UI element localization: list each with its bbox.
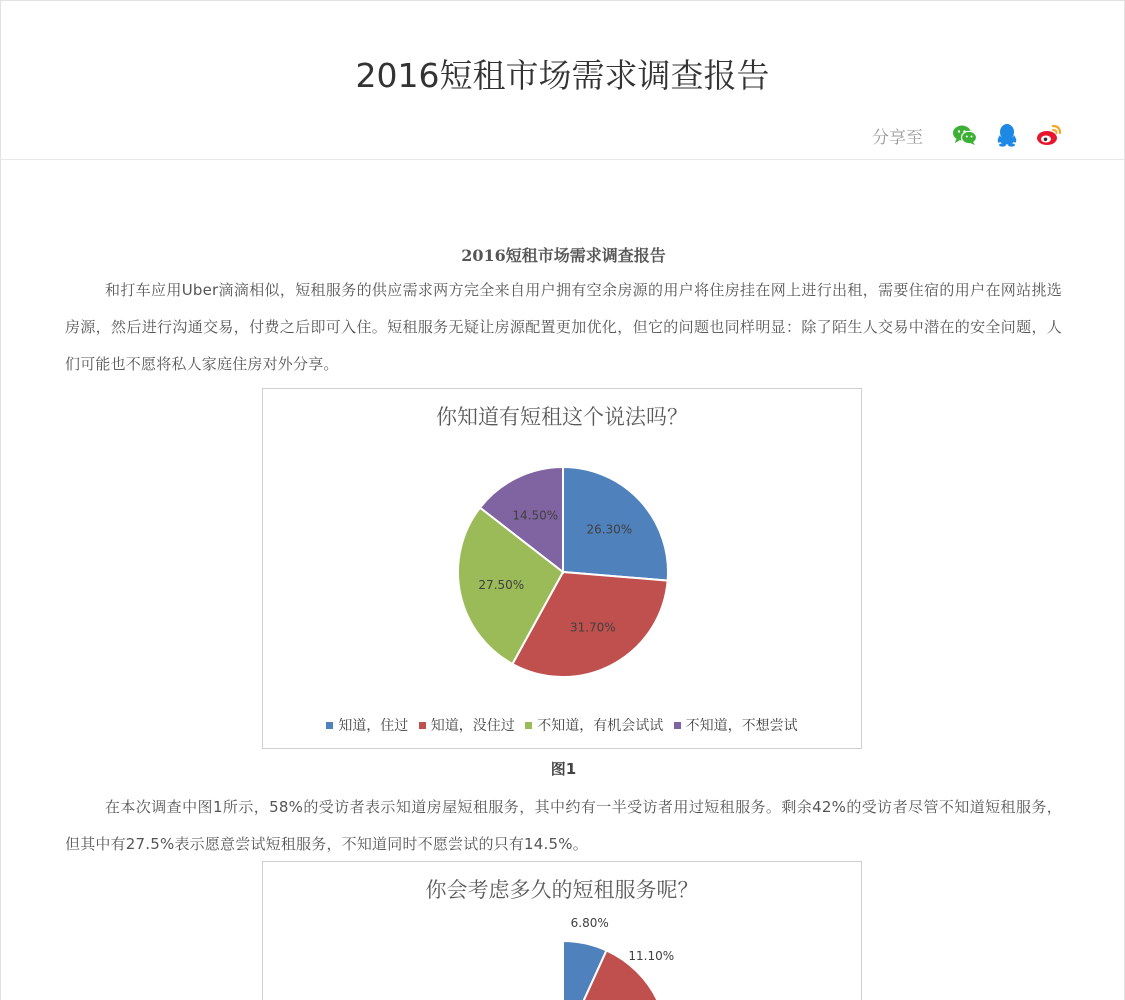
- weibo-icon[interactable]: [1035, 121, 1063, 149]
- pie-data-label: 11.10%: [628, 949, 675, 964]
- figure-2-chart: [262, 861, 862, 1000]
- share-bar: [872, 120, 1063, 150]
- legend-label: 知道，住过: [338, 718, 409, 734]
- chart-1-pie: [263, 389, 861, 748]
- qq-icon[interactable]: [993, 121, 1021, 149]
- chart-1-title: 你知道有短租这个说法吗？: [436, 405, 688, 429]
- share-label: 分享至: [872, 127, 923, 148]
- pie-data-label: 14.50%: [512, 508, 559, 523]
- article-paragraph-2: 在本次调查中图1所示，58%的受访者表示知道房屋短租服务，其中约有一半受访者用过短租服务。剩余42%的受访者尽管不知道短租服务，但其中有27.5%表示愿意尝试短租服务，不知道同时不愿尝试的只有14.5%。: [65, 798, 1062, 853]
- chart-2-title: 你会考虑多久的短租服务呢？: [425, 878, 699, 902]
- figure-1-chart: [262, 388, 862, 749]
- legend-swatch: [419, 722, 426, 729]
- pie-data-label: 26.30%: [586, 522, 633, 537]
- legend-item-4: [674, 715, 798, 735]
- legend-item-1: [326, 715, 408, 735]
- page-title: 2016短租市场需求调查报告: [355, 56, 770, 95]
- legend-item-3: [525, 715, 663, 735]
- figure-1-caption: 图1: [550, 760, 577, 778]
- pie-data-label: 31.70%: [569, 620, 616, 635]
- legend-label: 不知道，有机会试试: [537, 718, 664, 734]
- article-title: 2016短租市场需求调查报告: [461, 246, 666, 265]
- legend-label: 不知道，不想尝试: [685, 718, 798, 734]
- article-body: [65, 240, 1062, 1000]
- wechat-icon[interactable]: [951, 121, 979, 149]
- page-header: [0, 0, 1125, 160]
- article-paragraph-1: 和打车应用Uber滴滴相似，短租服务的供应需求两方完全来自用户拥有空余房源的用户将住房挂在网上进行出租，需要住宿的用户在网站挑选房源，然后进行沟通交易，付费之后即可入住。短租服务无疑让房源配置更加优化，但它的问题也同样明显：除了陌生人交易中潜在的安全问题，人们可能也不愿将私人家庭住房对外分享。: [65, 281, 1062, 373]
- legend-label: 知道，没住过: [430, 718, 515, 734]
- legend-swatch: [674, 722, 681, 729]
- chart-2-pie: [263, 862, 861, 1000]
- legend-swatch: [326, 722, 333, 729]
- legend-swatch: [525, 722, 532, 729]
- pie-data-label: 27.50%: [478, 577, 525, 592]
- pie-data-label: 6.80%: [570, 915, 609, 930]
- legend-item-2: [419, 715, 515, 735]
- chart-1-legend: [263, 715, 861, 735]
